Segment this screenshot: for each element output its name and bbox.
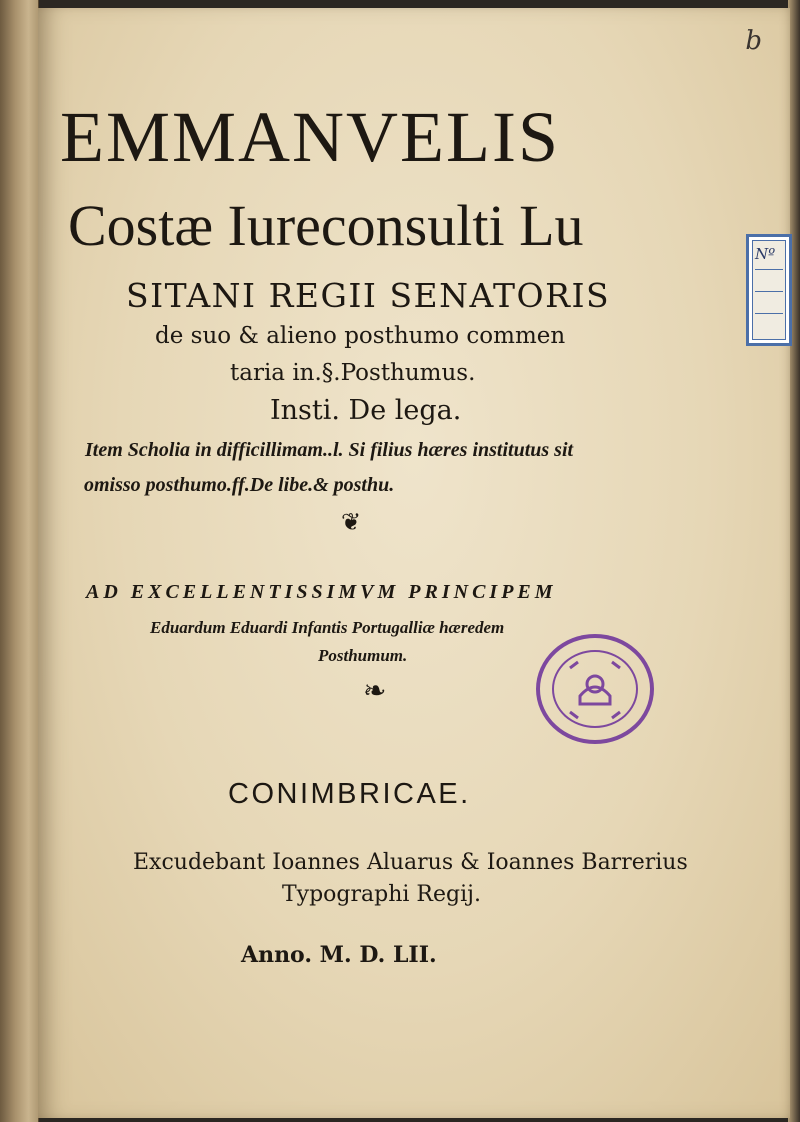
scholia-line-2: omisso posthumo.ff.De libe.& posthu. bbox=[84, 474, 395, 496]
shelf-tab bbox=[746, 234, 792, 346]
folio-mark: b bbox=[745, 26, 762, 56]
imprint-year: Anno. M. D. LII. bbox=[241, 942, 437, 968]
dedication-line-1: AD EXCELLENTISSIMVM PRINCIPEM bbox=[86, 581, 557, 603]
library-stamp-icon bbox=[536, 634, 654, 744]
place-of-printing: CONIMBRICAE. bbox=[228, 778, 471, 810]
stamp-emblem bbox=[540, 638, 650, 740]
scholia-line-1: Item Scholia in difficillimam..l. Si filius hæres institutus sit bbox=[85, 439, 574, 461]
dedication-line-3: Posthumum. bbox=[318, 646, 408, 665]
title-line-3: SITANI REGII SENATORIS bbox=[126, 276, 611, 315]
title-line-1: EMMANVELIS bbox=[60, 97, 560, 177]
title-line-4: de suo & alieno posthumo commen bbox=[155, 323, 566, 349]
printers-line-1: Excudebant Ioannes Aluarus & Ioannes Barrerius bbox=[133, 850, 688, 875]
title-line-2: Costæ Iureconsulti Lu bbox=[68, 193, 584, 258]
shelf-tab-label: Nº bbox=[755, 245, 776, 263]
tab-rule bbox=[755, 313, 783, 314]
printers-line-2: Typographi Regij. bbox=[282, 882, 481, 907]
facing-page-edge bbox=[0, 0, 39, 1122]
title-page bbox=[38, 8, 790, 1118]
tab-rule bbox=[755, 291, 783, 292]
title-line-5: taria in.§.Posthumus. bbox=[230, 360, 476, 386]
fleuron-icon: ❦ bbox=[341, 508, 362, 536]
dedication-line-2: Eduardum Eduardi Infantis Portugalliæ hæredem bbox=[150, 618, 505, 637]
title-line-6: Insti. De lega. bbox=[270, 395, 462, 426]
tab-rule bbox=[755, 269, 783, 270]
fleuron-icon: ❧ bbox=[363, 674, 387, 707]
